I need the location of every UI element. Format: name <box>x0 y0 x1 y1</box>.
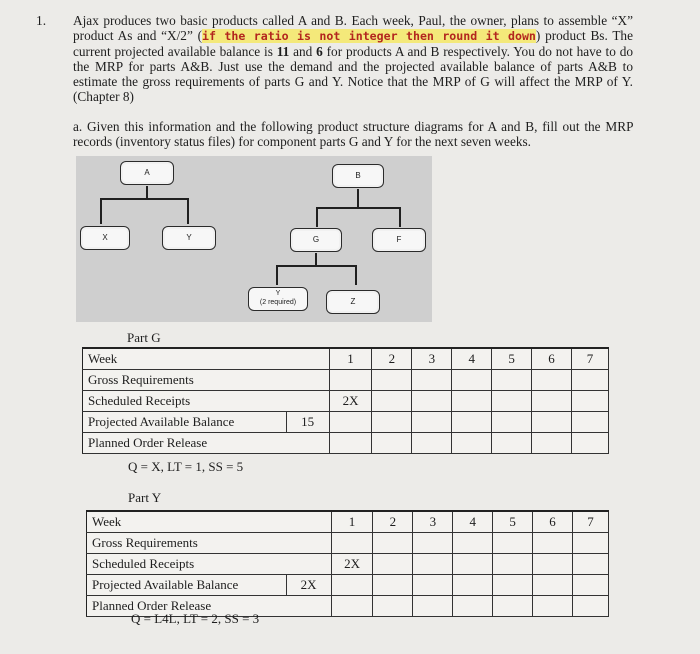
y-scheduled-1: 2X <box>331 554 373 575</box>
y-scheduled-4[interactable] <box>453 554 493 575</box>
intro-line-4: MRP for parts A&B. Just use the demand and the projected available balance of parts A&B to <box>95 59 634 75</box>
node-X: X <box>80 226 130 250</box>
y-release-6[interactable] <box>533 596 573 617</box>
g-gross-5[interactable] <box>492 370 532 391</box>
y-scheduled-5[interactable] <box>493 554 533 575</box>
intro-line-2: “X” product As and “X/2” ( <box>73 13 633 44</box>
g-release-5[interactable] <box>492 433 532 454</box>
y-balance-7[interactable] <box>573 575 609 596</box>
node-Y-bottom <box>248 287 308 311</box>
y-release-5[interactable] <box>493 596 533 617</box>
part-y-params: Q = L4L, LT = 2, SS = 3 <box>131 611 260 626</box>
g-release-4[interactable] <box>452 433 492 454</box>
g-gross-2[interactable] <box>372 370 412 391</box>
g-scheduled-7[interactable] <box>572 391 609 412</box>
node-G: G <box>290 228 342 252</box>
g-gross-1[interactable] <box>329 370 372 391</box>
part-a-instructions <box>73 119 633 149</box>
product-structure-diagram <box>76 156 432 322</box>
g-balance-3[interactable] <box>412 412 452 433</box>
node-Y-bottom-label: Y <box>275 290 281 297</box>
y-gross-1[interactable] <box>331 533 373 554</box>
g-scheduled-4[interactable] <box>452 391 492 412</box>
intro-line-6: Y. (Chapter 8) <box>73 74 634 105</box>
gross-requirements-label: Gross Requirements <box>87 533 332 554</box>
y-initial-balance: 2X <box>286 575 331 596</box>
week-label: Week <box>83 348 330 370</box>
week-6: 6 <box>533 511 573 533</box>
g-release-2[interactable] <box>372 433 412 454</box>
intro-line-3c: for products A and B respectively. You do not have to do the <box>73 44 633 75</box>
balance-a: 11 <box>276 44 290 60</box>
g-release-3[interactable] <box>412 433 452 454</box>
g-gross-6[interactable] <box>532 370 572 391</box>
part-y-title: Part Y <box>128 490 162 505</box>
y-gross-5[interactable] <box>493 533 533 554</box>
g-balance-6[interactable] <box>532 412 572 433</box>
part-a-line-2: records (inventory status files) for component parts G and Y for the next seven weeks. <box>73 134 531 150</box>
question-intro <box>73 13 633 105</box>
node-Y-top: Y <box>162 226 216 250</box>
g-scheduled-1: 2X <box>329 391 372 412</box>
y-gross-3[interactable] <box>413 533 453 554</box>
scheduled-receipts-label: Scheduled Receipts <box>87 554 332 575</box>
week-4: 4 <box>452 348 492 370</box>
week-5: 5 <box>492 348 532 370</box>
week-3: 3 <box>413 511 453 533</box>
node-B: B <box>332 164 384 188</box>
question-number: 1. <box>36 13 47 28</box>
highlighted-note: if the ratio is not integer then round it down <box>202 29 536 44</box>
y-balance-3[interactable] <box>413 575 453 596</box>
part-y-mrp-table <box>86 510 609 617</box>
scheduled-receipts-label: Scheduled Receipts <box>83 391 330 412</box>
part-a-line-1: a. Given this information and the following product structure diagrams for A and B, fill out the MRP <box>73 119 633 134</box>
y-release-3[interactable] <box>413 596 453 617</box>
g-initial-balance: 15 <box>286 412 329 433</box>
g-scheduled-3[interactable] <box>412 391 452 412</box>
week-4: 4 <box>453 511 493 533</box>
y-gross-7[interactable] <box>573 533 609 554</box>
planned-order-release-label: Planned Order Release <box>83 433 330 454</box>
g-release-1[interactable] <box>329 433 372 454</box>
projected-balance-label: Projected Available Balance <box>83 412 287 433</box>
node-A: A <box>120 161 174 185</box>
week-3: 3 <box>412 348 452 370</box>
node-Z: Z <box>326 290 380 314</box>
intro-line-5: estimate the gross requirements of parts G and Y. Notice that the MRP of G will affect the MRP of <box>73 74 618 90</box>
planned-order-release-label: Planned Order Release <box>87 596 332 617</box>
g-gross-7[interactable] <box>572 370 609 391</box>
y-release-4[interactable] <box>453 596 493 617</box>
g-scheduled-2[interactable] <box>372 391 412 412</box>
week-2: 2 <box>373 511 413 533</box>
y-balance-6[interactable] <box>533 575 573 596</box>
y-scheduled-7[interactable] <box>573 554 609 575</box>
y-release-7[interactable] <box>573 596 609 617</box>
week-label: Week <box>87 511 332 533</box>
y-gross-6[interactable] <box>533 533 573 554</box>
week-7: 7 <box>573 511 609 533</box>
week-1: 1 <box>329 348 372 370</box>
y-release-1[interactable] <box>331 596 373 617</box>
y-balance-2[interactable] <box>373 575 413 596</box>
week-2: 2 <box>372 348 412 370</box>
node-F: F <box>372 228 426 252</box>
g-balance-4[interactable] <box>452 412 492 433</box>
intro-line-3a: projected available balance is <box>114 44 277 60</box>
g-scheduled-6[interactable] <box>532 391 572 412</box>
projected-balance-label: Projected Available Balance <box>87 575 287 596</box>
y-release-2[interactable] <box>373 596 413 617</box>
week-6: 6 <box>532 348 572 370</box>
part-g-title: Part G <box>127 330 161 345</box>
part-g-params: Q = X, LT = 1, SS = 5 <box>128 459 244 474</box>
g-gross-3[interactable] <box>412 370 452 391</box>
y-scheduled-3[interactable] <box>413 554 453 575</box>
week-7: 7 <box>572 348 609 370</box>
week-5: 5 <box>493 511 533 533</box>
g-balance-2[interactable] <box>372 412 412 433</box>
g-gross-4[interactable] <box>452 370 492 391</box>
y-balance-5[interactable] <box>493 575 533 596</box>
y-gross-4[interactable] <box>453 533 493 554</box>
intro-line-2b: ) product Bs. The current <box>73 28 633 60</box>
y-balance-1[interactable] <box>331 575 373 596</box>
g-release-7[interactable] <box>572 433 609 454</box>
y-balance-4[interactable] <box>453 575 493 596</box>
gross-requirements-label: Gross Requirements <box>83 370 330 391</box>
g-release-6[interactable] <box>532 433 572 454</box>
g-balance-5[interactable] <box>492 412 532 433</box>
y-gross-2[interactable] <box>373 533 413 554</box>
g-scheduled-5[interactable] <box>492 391 532 412</box>
balance-b: 6 <box>316 44 323 60</box>
week-1: 1 <box>331 511 373 533</box>
y-scheduled-2[interactable] <box>373 554 413 575</box>
intro-line-1: Ajax produces two basic products called A and B. Each week, Paul, the owner, plans to assemble <box>73 13 608 28</box>
g-balance-7[interactable] <box>572 412 609 433</box>
y-scheduled-6[interactable] <box>533 554 573 575</box>
g-balance-1[interactable] <box>329 412 372 433</box>
node-Y-bottom-note: (2 required) <box>259 298 297 306</box>
intro-line-3b: and <box>289 44 317 60</box>
part-g-mrp-table <box>82 347 609 454</box>
